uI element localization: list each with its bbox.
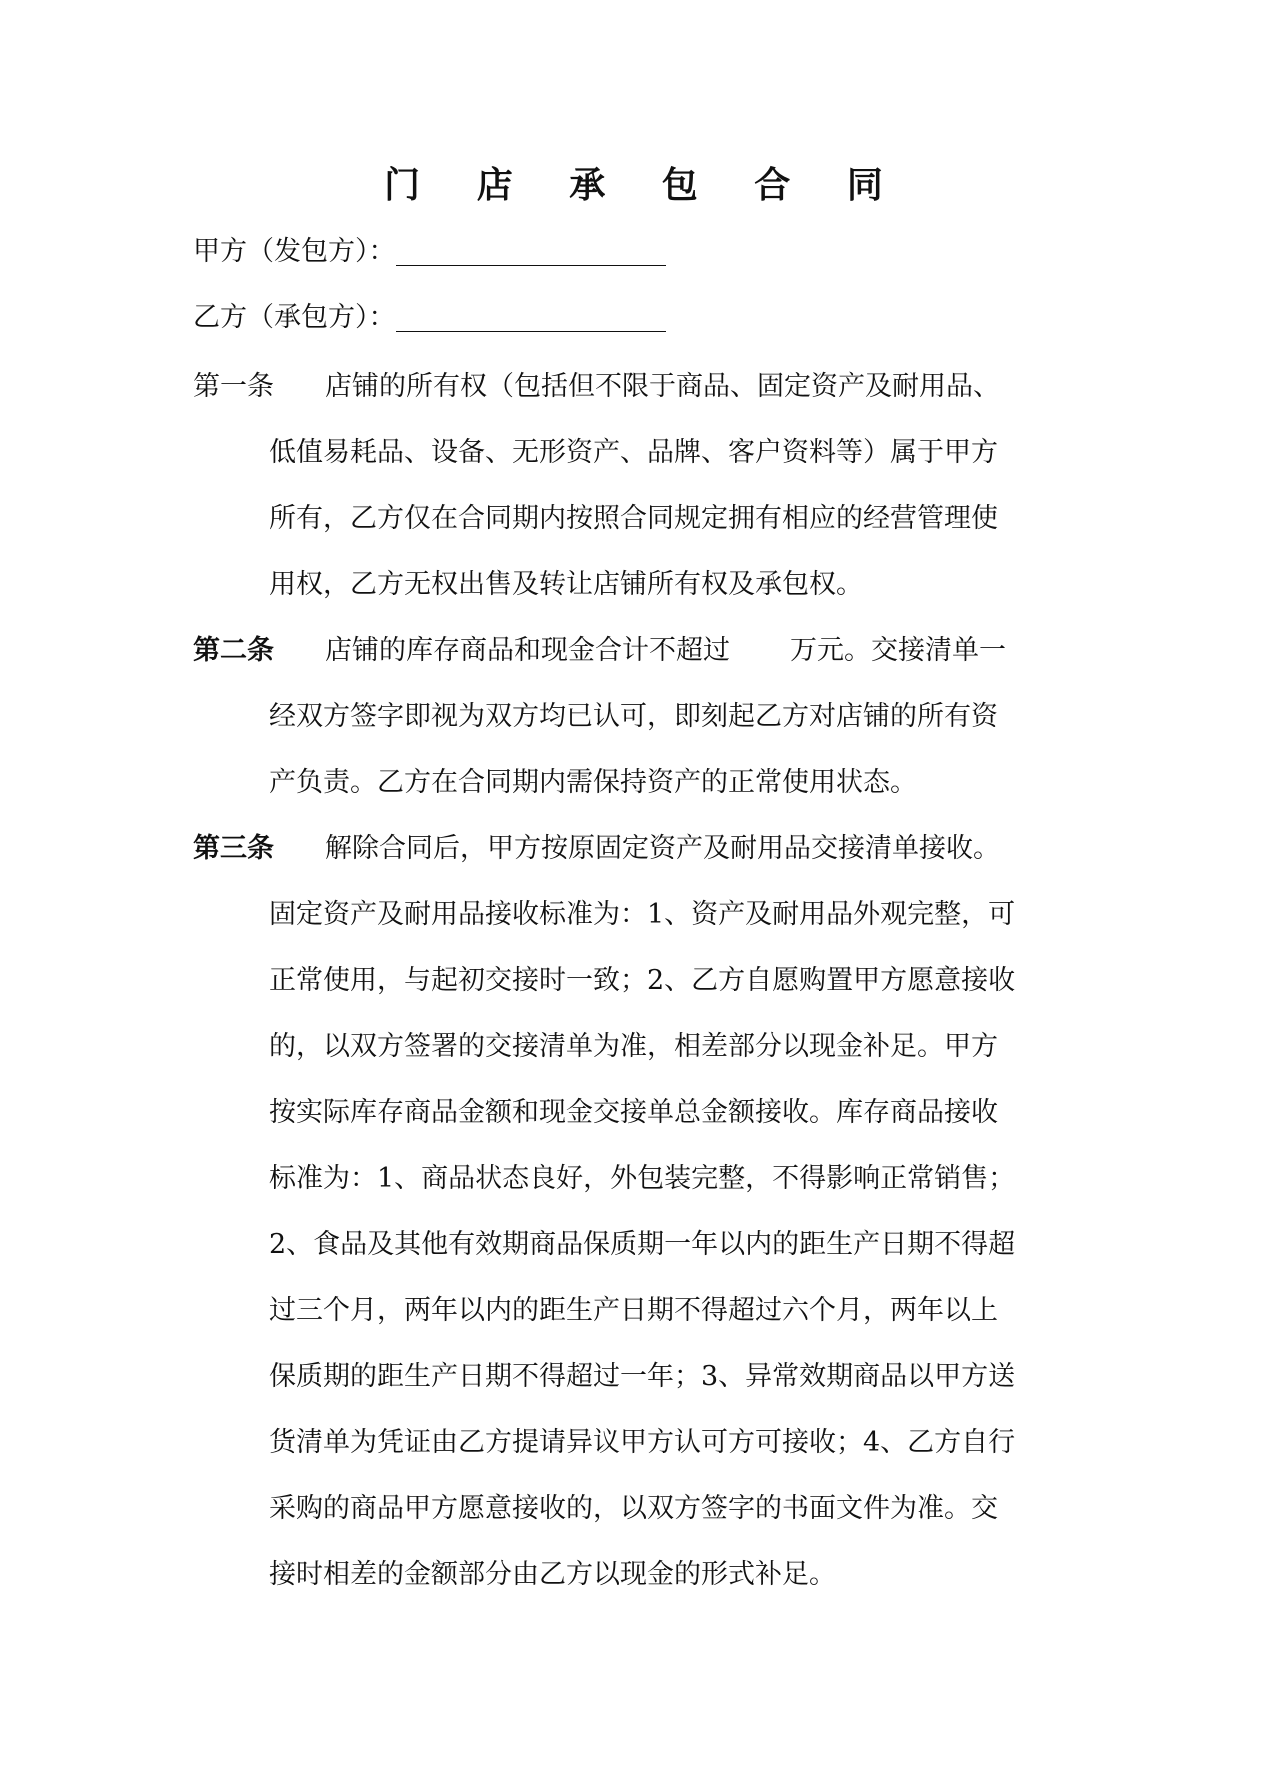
party-b-label: 乙方（承包方）： xyxy=(193,302,396,333)
article-text: 店铺的所有权（包括但不限于商品、固定资产及耐用品、 xyxy=(325,371,1000,402)
article-text: 店铺的库存商品和现金合计不超过 xyxy=(325,635,730,666)
article-line: 采购的商品甲方愿意接收的，以双方签字的书面文件为准。交 xyxy=(269,1493,998,1524)
article-line xyxy=(193,354,1073,420)
party-b-line xyxy=(193,298,666,338)
party-a-line xyxy=(193,232,666,272)
article-line: 用权，乙方无权出售及转让店铺所有权及承包权。 xyxy=(269,569,863,600)
article-text: 解除合同后，甲方按原固定资产及耐用品交接清单接收。 xyxy=(325,833,1000,864)
party-a-blank xyxy=(396,235,666,266)
article-line xyxy=(193,816,1073,882)
article-3 xyxy=(193,816,1073,1608)
article-line: 过三个月，两年以内的距生产日期不得超过六个月，两年以上 xyxy=(269,1295,998,1326)
article-line: 按实际库存商品金额和现金交接单总金额接收。库存商品接收 xyxy=(269,1097,998,1128)
article-line: 的，以双方签署的交接清单为准，相差部分以现金补足。甲方 xyxy=(269,1031,998,1062)
article-line: 标准为：1、商品状态良好，外包装完整，不得影响正常销售； xyxy=(269,1163,1016,1194)
article-line: 低值易耗品、设备、无形资产、品牌、客户资料等）属于甲方 xyxy=(269,437,998,468)
page-title: 门 店 承 包 合 同 xyxy=(384,164,905,206)
article-text: 万元。交接清单一 xyxy=(790,635,1006,666)
article-label: 第一条 xyxy=(193,371,274,402)
party-a-label: 甲方（发包方）： xyxy=(193,236,396,267)
article-line xyxy=(193,618,1073,684)
article-line: 产负责。乙方在合同期内需保持资产的正常使用状态。 xyxy=(269,767,917,798)
article-line: 接时相差的金额部分由乙方以现金的形式补足。 xyxy=(269,1559,836,1590)
article-line: 经双方签字即视为双方均已认可，即刻起乙方对店铺的所有资 xyxy=(269,701,998,732)
article-line: 2、食品及其他有效期商品保质期一年以内的距生产日期不得超 xyxy=(269,1229,1016,1260)
article-label: 第二条 xyxy=(193,635,274,666)
party-b-blank xyxy=(396,301,666,332)
article-line: 所有，乙方仅在合同期内按照合同规定拥有相应的经营管理使 xyxy=(269,503,998,534)
article-line: 保质期的距生产日期不得超过一年；3、异常效期商品以甲方送 xyxy=(269,1361,1016,1392)
article-1 xyxy=(193,354,1073,618)
article-2 xyxy=(193,618,1073,816)
article-line: 固定资产及耐用品接收标准为：1、资产及耐用品外观完整，可 xyxy=(269,899,1016,930)
article-line: 货清单为凭证由乙方提请异议甲方认可方可接收；4、乙方自行 xyxy=(269,1427,1016,1458)
article-label: 第三条 xyxy=(193,833,274,864)
article-line: 正常使用，与起初交接时一致；2、乙方自愿购置甲方愿意接收 xyxy=(269,965,1016,996)
